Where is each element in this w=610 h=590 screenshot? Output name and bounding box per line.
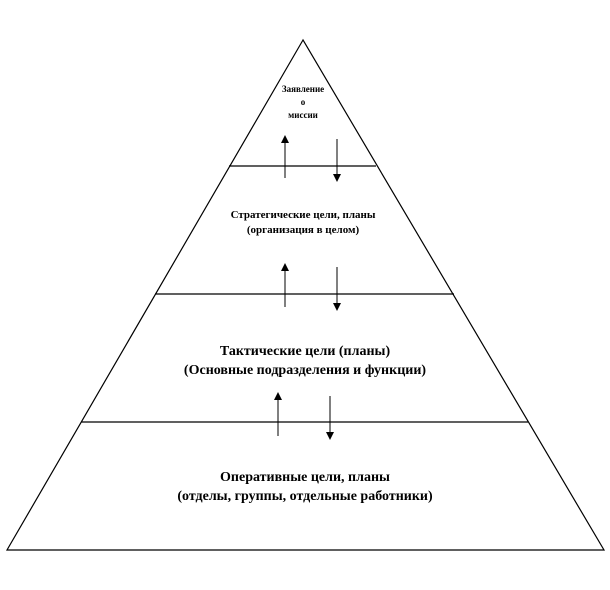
mission-label-line2: о	[300, 97, 306, 107]
tactical-label-line2: (Основные подразделения и функции)	[183, 363, 427, 378]
tactical-label-line1: Тактические цели (планы)	[219, 344, 391, 359]
strategic-label-line2: (организация в целом)	[246, 224, 360, 236]
strategic-label-line1: Стратегические цели, планы	[230, 209, 376, 221]
mission-label-line1: Заявление	[281, 84, 325, 94]
operative-label-line2: (отделы, группы, отдельные работники)	[177, 489, 433, 504]
mission-label-line3: миссии	[288, 110, 318, 120]
operative-label-line1: Оперативные цели, планы	[220, 470, 390, 485]
